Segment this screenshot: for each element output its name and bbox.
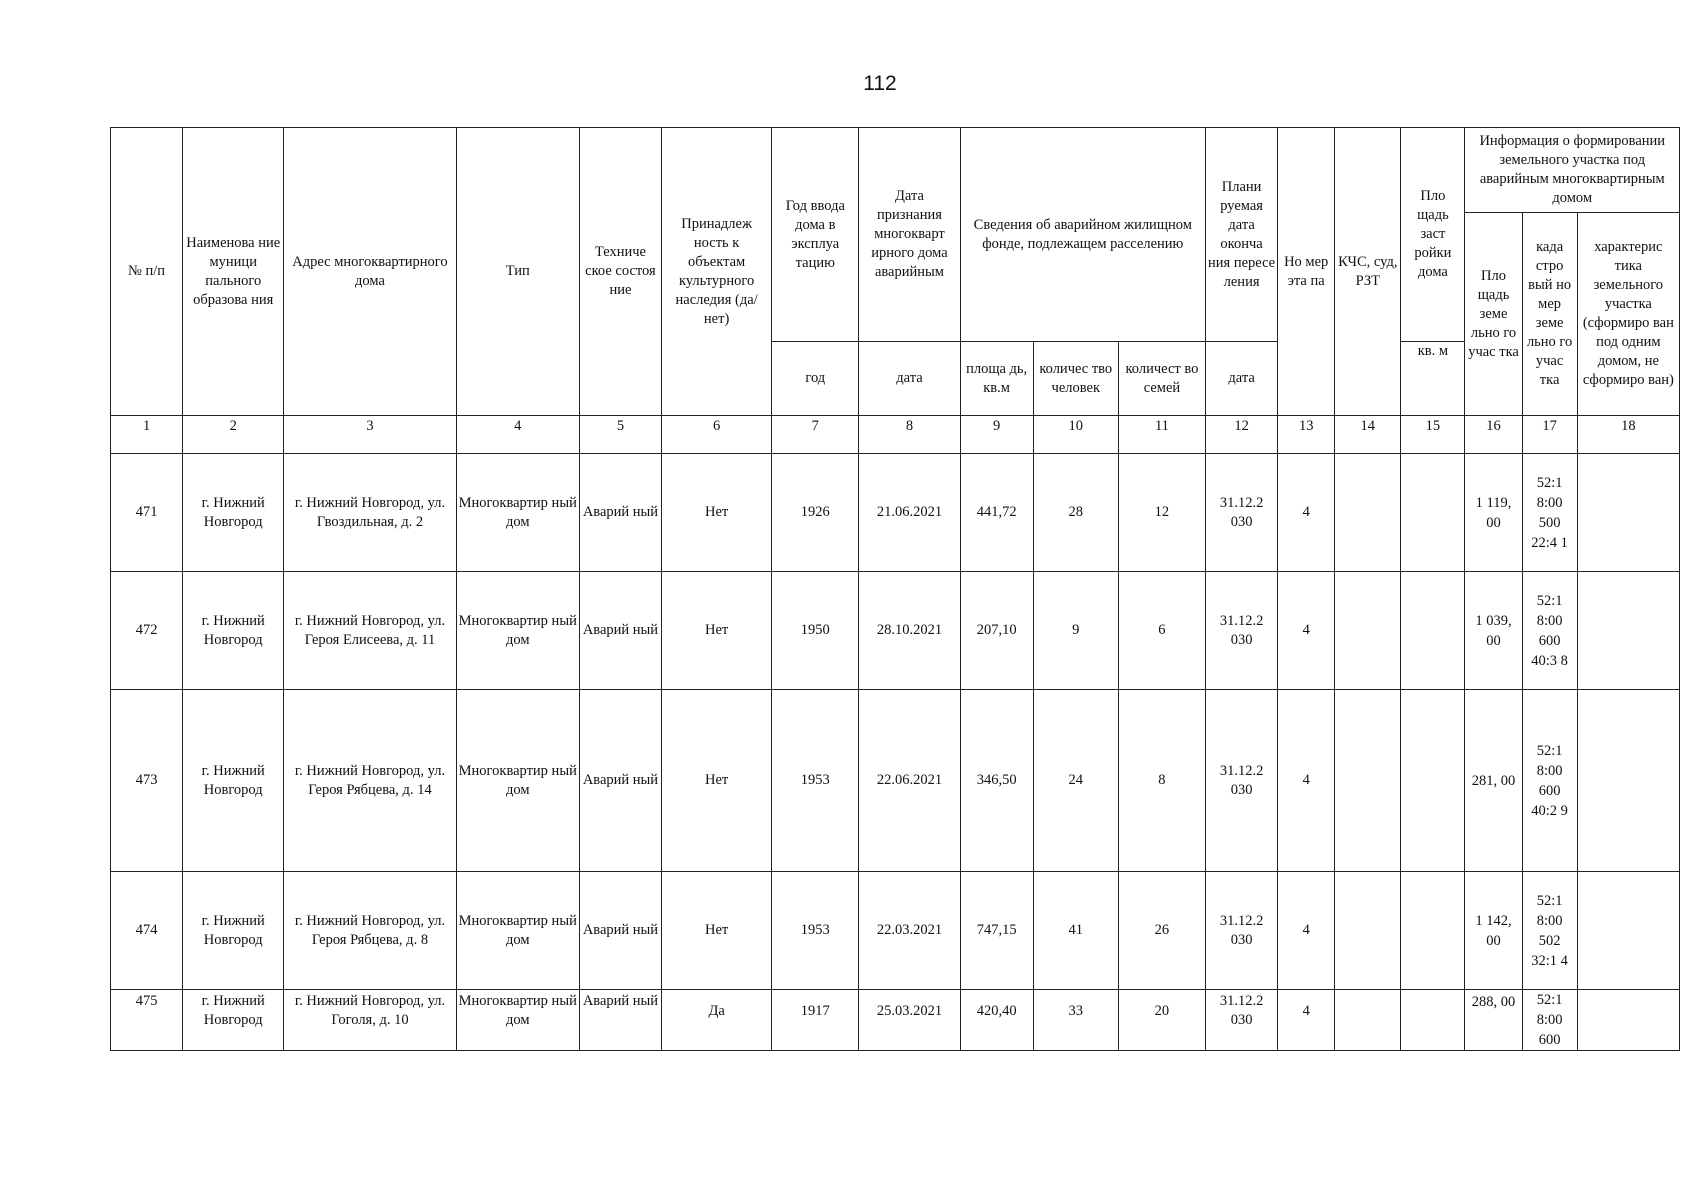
row-municipality: г. Нижний Новгород [183,990,284,1051]
row-date-recognized: 22.03.2021 [859,872,960,990]
column-number: 14 [1335,416,1401,454]
row-condition: Аварий ный [579,690,661,872]
row-date-recognized: 21.06.2021 [859,454,960,572]
column-number: 7 [772,416,859,454]
row-people: 9 [1033,572,1118,690]
row-cadastral: 52:1 8:00 502 32:1 4 [1522,872,1577,990]
header-land-area: Пло щадь земе льно го учас тка [1465,213,1522,416]
row-area: 441,72 [960,454,1033,572]
row-year: 1953 [772,690,859,872]
row-resettle-date: 31.12.2 030 [1206,454,1278,572]
subheader-people: количес тво человек [1033,342,1118,416]
row-number: 471 [111,454,183,572]
header-heritage: Принадлеж ность к объектам культурного наследия (да/нет) [662,128,772,416]
header-year: Год ввода дома в эксплуа тацию [772,128,859,342]
row-land-char [1577,454,1679,572]
column-number: 8 [859,416,960,454]
row-heritage: Нет [662,572,772,690]
table-row [111,454,1680,572]
row-land-char [1577,872,1679,990]
column-number: 16 [1465,416,1522,454]
table-body [111,454,1680,1051]
row-type: Многоквартир ный дом [456,872,579,990]
row-land-char [1577,690,1679,872]
header-built-area: Пло щадь заст ройки дома [1401,128,1465,342]
row-stage: 4 [1278,690,1335,872]
column-number: 5 [579,416,661,454]
column-number: 11 [1118,416,1205,454]
row-built-area [1401,872,1465,990]
row-people: 24 [1033,690,1118,872]
row-year: 1953 [772,872,859,990]
table-row [111,572,1680,690]
header-land-info: Информация о формировании земельного участка под аварийным многоквартирным домом [1465,128,1680,213]
page-number: 112 [863,72,897,95]
row-municipality: г. Нижний Новгород [183,454,284,572]
column-number-row [111,416,1680,454]
row-cadastral: 52:1 8:00 500 22:4 1 [1522,454,1577,572]
row-number: 474 [111,872,183,990]
row-built-area [1401,690,1465,872]
header-cadastral: када стро вый но мер земе льно го учас тка [1522,213,1577,416]
table-header [111,128,1680,454]
row-resettle-date: 31.12.2 030 [1206,690,1278,872]
row-cadastral: 52:1 8:00 600 40:2 9 [1522,690,1577,872]
row-stage: 4 [1278,990,1335,1051]
row-resettle-date: 31.12.2 030 [1206,990,1278,1051]
row-heritage: Нет [662,690,772,872]
row-address: г. Нижний Новгород, ул. Героя Рябцева, д. 14 [284,690,456,872]
subheader-year: год [772,342,859,416]
row-condition: Аварий ный [579,990,661,1051]
header-condition: Техниче ское состоя ние [579,128,661,416]
row-resettle-date: 31.12.2 030 [1206,572,1278,690]
row-heritage: Нет [662,454,772,572]
row-built-area [1401,990,1465,1051]
row-families: 12 [1118,454,1205,572]
row-land-area: 1 142, 00 [1465,872,1522,990]
column-number: 13 [1278,416,1335,454]
row-kchs [1335,690,1401,872]
subheader-families: количест во семей [1118,342,1205,416]
row-kchs [1335,990,1401,1051]
subheader-built-area-unit: кв. м [1401,342,1465,416]
column-number: 3 [284,416,456,454]
column-number: 9 [960,416,1033,454]
header-stage: Но мер эта па [1278,128,1335,416]
row-kchs [1335,454,1401,572]
row-area: 420,40 [960,990,1033,1051]
row-type: Многоквартир ный дом [456,454,579,572]
row-condition: Аварий ный [579,872,661,990]
header-kchs: КЧС, суд, РЗТ [1335,128,1401,416]
row-condition: Аварий ный [579,454,661,572]
row-families: 6 [1118,572,1205,690]
subheader-date: дата [859,342,960,416]
row-built-area [1401,572,1465,690]
row-cadastral: 52:1 8:00 600 40:3 8 [1522,572,1577,690]
row-date-recognized: 28.10.2021 [859,572,960,690]
row-number: 475 [111,990,183,1051]
row-people: 41 [1033,872,1118,990]
column-number: 15 [1401,416,1465,454]
header-date-recognized: Дата признания многокварт ирного дома аварийным [859,128,960,342]
column-number: 6 [662,416,772,454]
subheader-resettle-date: дата [1206,342,1278,416]
row-number: 472 [111,572,183,690]
row-kchs [1335,872,1401,990]
row-area: 207,10 [960,572,1033,690]
row-area: 346,50 [960,690,1033,872]
table-row [111,990,1680,1051]
row-resettle-date: 31.12.2 030 [1206,872,1278,990]
row-address: г. Нижний Новгород, ул. Гвоздильная, д. 2 [284,454,456,572]
row-people: 33 [1033,990,1118,1051]
row-date-recognized: 25.03.2021 [859,990,960,1051]
row-year: 1926 [772,454,859,572]
row-people: 28 [1033,454,1118,572]
row-heritage: Да [662,990,772,1051]
row-stage: 4 [1278,872,1335,990]
subheader-area: площа дь, кв.м [960,342,1033,416]
row-kchs [1335,572,1401,690]
row-families: 26 [1118,872,1205,990]
header-resettle-date: Плани руемая дата оконча ния пересе ления [1206,128,1278,342]
row-land-area: 1 039, 00 [1465,572,1522,690]
row-land-area: 281, 00 [1465,690,1522,872]
row-year: 1917 [772,990,859,1051]
column-number: 18 [1577,416,1679,454]
column-number: 17 [1522,416,1577,454]
header-type: Тип [456,128,579,416]
row-condition: Аварий ный [579,572,661,690]
row-year: 1950 [772,572,859,690]
row-municipality: г. Нижний Новгород [183,690,284,872]
row-type: Многоквартир ный дом [456,572,579,690]
header-address: Адрес многоквартирного дома [284,128,456,416]
row-address: г. Нижний Новгород, ул. Гоголя, д. 10 [284,990,456,1051]
row-land-char [1577,990,1679,1051]
row-type: Многоквартир ный дом [456,990,579,1051]
row-date-recognized: 22.06.2021 [859,690,960,872]
row-number: 473 [111,690,183,872]
row-type: Многоквартир ный дом [456,690,579,872]
header-land-char: характерис тика земельного участка (сформиро ван под одним домом, не сформиро ван) [1577,213,1679,416]
row-stage: 4 [1278,572,1335,690]
row-stage: 4 [1278,454,1335,572]
row-families: 20 [1118,990,1205,1051]
header-municipality: Наименова ние муници пального образова ния [183,128,284,416]
row-built-area [1401,454,1465,572]
row-land-char [1577,572,1679,690]
row-municipality: г. Нижний Новгород [183,872,284,990]
row-families: 8 [1118,690,1205,872]
row-address: г. Нижний Новгород, ул. Героя Елисеева, д. 11 [284,572,456,690]
row-area: 747,15 [960,872,1033,990]
header-number: № п/п [111,128,183,416]
emergency-housing-table [110,127,1680,1051]
row-land-area: 288, 00 [1465,990,1522,1051]
table-row [111,690,1680,872]
table-row [111,872,1680,990]
row-address: г. Нижний Новгород, ул. Героя Рябцева, д. 8 [284,872,456,990]
row-municipality: г. Нижний Новгород [183,572,284,690]
row-land-area: 1 119, 00 [1465,454,1522,572]
row-heritage: Нет [662,872,772,990]
header-housing-info: Сведения об аварийном жилищном фонде, подлежащем расселению [960,128,1205,342]
column-number: 12 [1206,416,1278,454]
column-number: 1 [111,416,183,454]
column-number: 4 [456,416,579,454]
column-number: 10 [1033,416,1118,454]
row-cadastral: 52:1 8:00 600 [1522,990,1577,1051]
column-number: 2 [183,416,284,454]
